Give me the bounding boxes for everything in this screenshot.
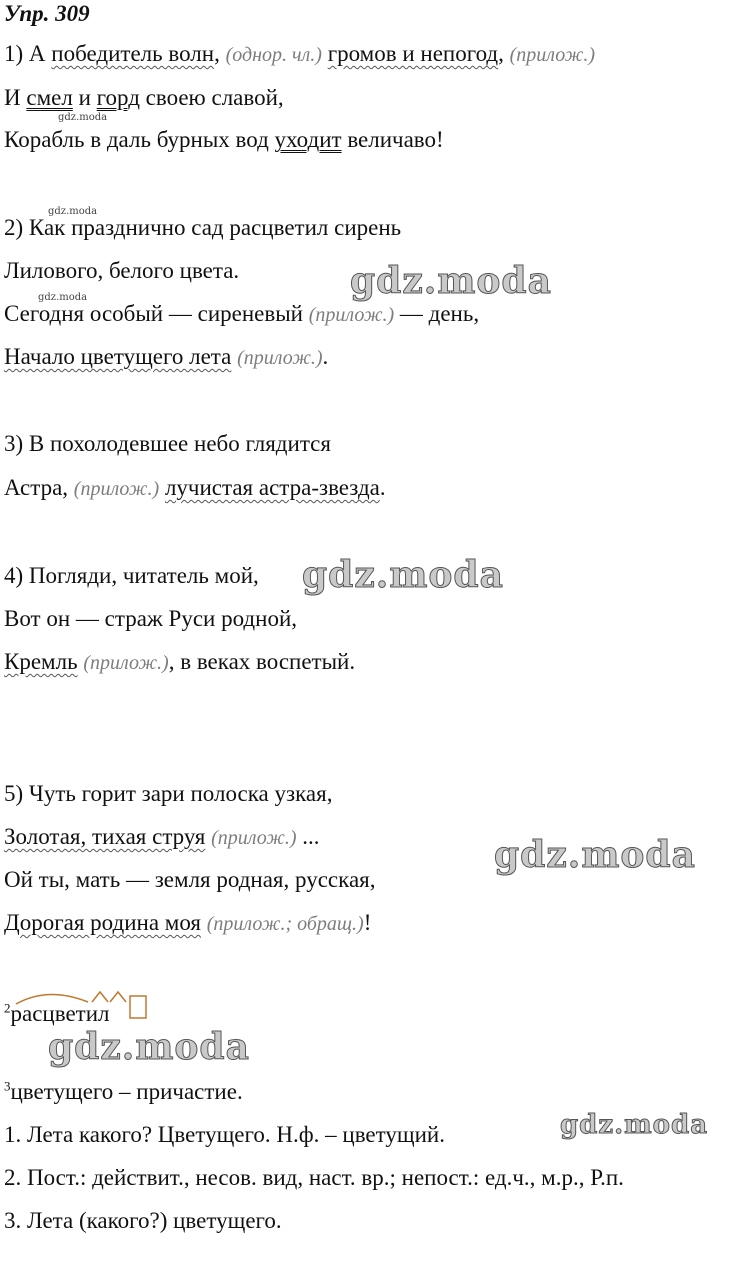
footnote-number: 3 — [4, 1078, 11, 1094]
grammar-note: (прилож.) — [308, 304, 395, 326]
watermark: gdz.moda — [350, 260, 552, 302]
watermark-small: gdz.moda — [38, 292, 88, 303]
s2-line-3 — [4, 300, 479, 329]
analyzed-word: расцветил — [10, 1001, 110, 1026]
watermark: gdz.moda — [302, 554, 504, 596]
s3-line-2 — [4, 474, 386, 503]
s4-line-1: 4) Погляди, читатель мой, — [4, 563, 259, 588]
s1-line-3 — [4, 126, 444, 154]
watermark-small: gdz.moda — [48, 206, 98, 217]
grammar-note: (прилож.; обращ.) — [206, 913, 364, 935]
appositive-phrase: лучистая астра-звезда — [164, 475, 380, 500]
watermark: gdz.moda — [560, 1110, 709, 1140]
text: , — [498, 41, 510, 66]
suffix-mark — [92, 992, 126, 1002]
s5-line-2 — [4, 823, 320, 852]
predicate: смел — [26, 85, 73, 110]
s5-line-4 — [4, 909, 371, 938]
grammar-note: (прилож.) — [83, 652, 169, 674]
appositive-word: Кремль — [4, 649, 78, 674]
analysis-step-2: 2. Пост.: действит., несов. вид, наст. вр.; непост.: ед.ч., м.р., Р.п. — [4, 1165, 624, 1190]
watermark-small: gdz.moda — [58, 112, 108, 123]
root-arc — [16, 994, 88, 1004]
text: — день, — [394, 301, 480, 326]
predicate: уходит — [274, 127, 342, 152]
text: ! — [363, 910, 372, 935]
text: И — [4, 85, 27, 110]
text: Астра, — [4, 475, 74, 500]
morpheme-marks — [8, 982, 156, 1026]
s2-line-1: 2) Как празднично сад расцветил сирень — [4, 215, 402, 240]
s2-line-4 — [4, 343, 328, 372]
appositive-phrase: Золотая, тихая струя — [4, 824, 206, 849]
s5-line-1: 5) Чуть горит зари полоска узкая, — [4, 781, 333, 806]
exercise-title: Упр. 309 — [4, 1, 90, 26]
s1-line-2 — [4, 84, 284, 112]
grammar-note: (однор. чл.) — [225, 44, 322, 66]
text: и — [72, 85, 97, 110]
text: величаво! — [341, 127, 444, 152]
s5-line-3: Ой ты, мать — земля родная, русская, — [4, 867, 376, 892]
appositive-phrase: Начало цветущего лета — [4, 344, 232, 369]
appositive-phrase: Дорогая родина моя — [4, 910, 201, 935]
text: , — [214, 41, 226, 66]
s3-line-1: 3) В похолодевшее небо глядится — [4, 431, 331, 456]
grammar-note: (прилож.) — [211, 827, 297, 849]
watermark: gdz.moda — [494, 834, 696, 876]
s4-line-2: Вот он — страж Руси родной, — [4, 606, 298, 631]
grammar-note: (прилож.) — [237, 347, 323, 369]
text: . — [322, 344, 329, 369]
text: Корабль в даль бурных вод — [4, 127, 275, 152]
text: . — [379, 475, 386, 500]
analyzed-word: цветущего – причастие. — [10, 1079, 243, 1104]
s2-line-2: Лилового, белого цвета. — [4, 258, 240, 283]
footnote-number: 2 — [4, 1000, 11, 1016]
s1-line-1 — [4, 40, 595, 69]
text: 1) А — [4, 41, 52, 66]
grammar-note: (прилож.) — [509, 44, 596, 66]
appositive-phrase: победитель волн — [51, 41, 215, 66]
text: своею славой, — [139, 85, 284, 110]
predicate: горд — [96, 85, 140, 110]
analysis-step-3: 3. Лета (какого?) цветущего. — [4, 1208, 282, 1233]
watermark: gdz.moda — [48, 1026, 250, 1068]
text: , в веках воспетый. — [168, 649, 356, 674]
s4-line-3 — [4, 648, 355, 677]
grammar-note: (прилож.) — [73, 478, 160, 500]
text: Сегодня особый — сиреневый — [4, 301, 309, 326]
ending-box — [130, 996, 146, 1018]
text: ... — [296, 824, 320, 849]
appositive-phrase: громов и непогод — [327, 41, 499, 66]
word-3-heading — [4, 1078, 243, 1106]
analysis-step-1: 1. Лета какого? Цветущего. Н.ф. – цветущий. — [4, 1122, 445, 1147]
